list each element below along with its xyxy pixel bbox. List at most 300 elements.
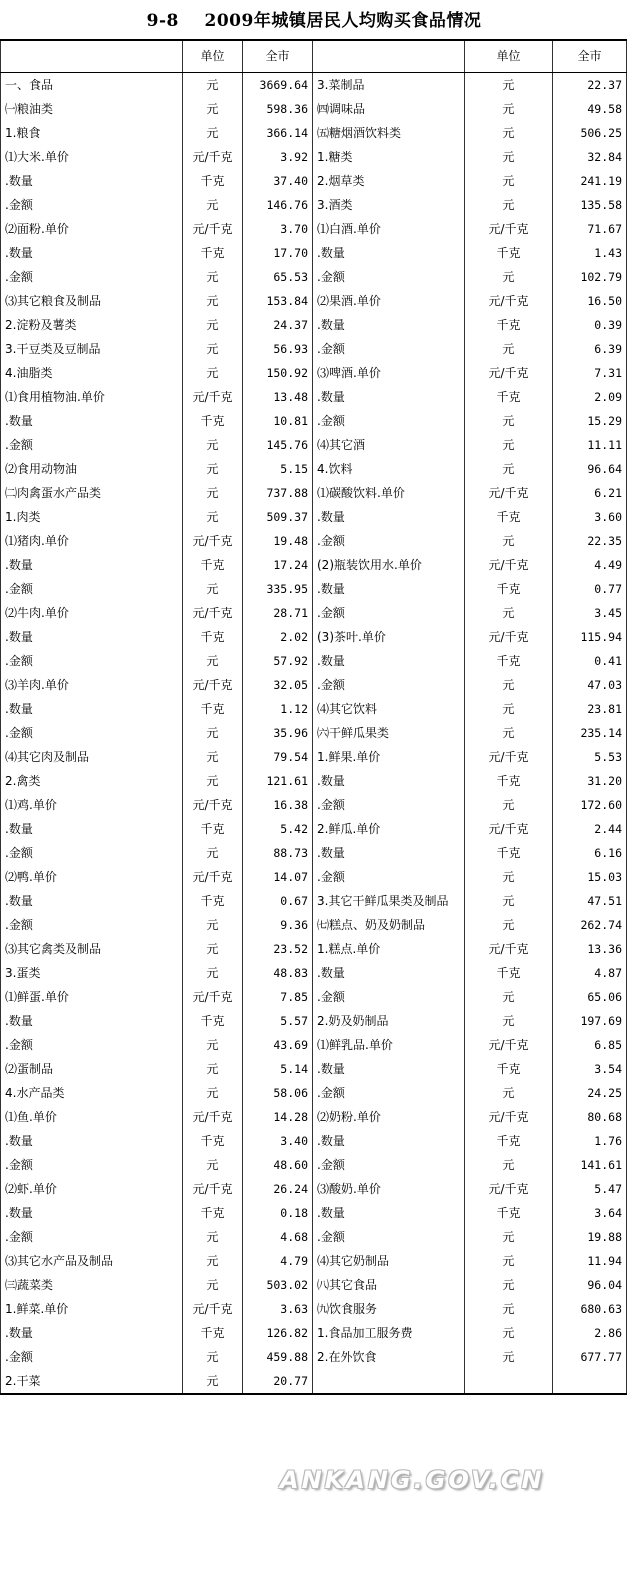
left-item-label: .数量 [1, 169, 183, 193]
right-value: 5.47 [553, 1177, 627, 1201]
left-value: 58.06 [243, 1081, 313, 1105]
left-item-label: .数量 [1, 409, 183, 433]
left-value: 3669.64 [243, 73, 313, 98]
left-item-label: ⑵食用动物油 [1, 457, 183, 481]
right-value: 15.29 [553, 409, 627, 433]
left-value: 366.14 [243, 121, 313, 145]
right-unit-label: 元 [465, 673, 553, 697]
right-value: 135.58 [553, 193, 627, 217]
left-item-label: .金额 [1, 841, 183, 865]
left-unit-label: 千克 [183, 241, 243, 265]
left-value: 16.38 [243, 793, 313, 817]
table-row [1, 313, 627, 337]
left-item-label: .金额 [1, 913, 183, 937]
table-row [1, 1105, 627, 1129]
left-value: 19.48 [243, 529, 313, 553]
left-item-label: ㈢蔬菜类 [1, 1273, 183, 1297]
right-value: 31.20 [553, 769, 627, 793]
left-unit-label: 元 [183, 1249, 243, 1273]
right-value: 96.04 [553, 1273, 627, 1297]
right-item-label: ⑷其它酒 [313, 433, 465, 457]
left-value: 48.60 [243, 1153, 313, 1177]
left-value: 32.05 [243, 673, 313, 697]
left-value: 23.52 [243, 937, 313, 961]
left-unit-label: 元/千克 [183, 1177, 243, 1201]
left-unit-label: 千克 [183, 697, 243, 721]
left-unit-label: 千克 [183, 1201, 243, 1225]
left-value: 1.12 [243, 697, 313, 721]
right-item-label: 1.鲜果.单价 [313, 745, 465, 769]
right-unit-label: 元 [465, 1321, 553, 1345]
left-item-label: 1.鲜菜.单价 [1, 1297, 183, 1321]
right-unit-label: 元/千克 [465, 553, 553, 577]
right-value: 19.88 [553, 1225, 627, 1249]
right-item-label: .金额 [313, 337, 465, 361]
right-value [553, 1369, 627, 1394]
right-unit-label: 千克 [465, 505, 553, 529]
right-unit-label: 元 [465, 73, 553, 98]
left-unit-label: 千克 [183, 409, 243, 433]
left-value: 24.37 [243, 313, 313, 337]
right-value: 5.53 [553, 745, 627, 769]
left-unit-label: 元 [183, 937, 243, 961]
right-value: 506.25 [553, 121, 627, 145]
left-item-label: 1.粮食 [1, 121, 183, 145]
right-item-label: .金额 [313, 985, 465, 1009]
right-unit-label: 元/千克 [465, 745, 553, 769]
table-row [1, 433, 627, 457]
right-item-label: .数量 [313, 313, 465, 337]
left-value: 3.63 [243, 1297, 313, 1321]
right-item-label: ⑷其它奶制品 [313, 1249, 465, 1273]
left-value: 150.92 [243, 361, 313, 385]
left-item-label: 2.干菜 [1, 1369, 183, 1394]
left-value: 14.28 [243, 1105, 313, 1129]
right-item-label: .数量 [313, 385, 465, 409]
right-item-label: ㈨饮食服务 [313, 1297, 465, 1321]
left-item-label: ⑵虾.单价 [1, 1177, 183, 1201]
left-value: 335.95 [243, 577, 313, 601]
left-value: 20.77 [243, 1369, 313, 1394]
table-row [1, 841, 627, 865]
left-unit-label: 元/千克 [183, 1105, 243, 1129]
left-item-label: .数量 [1, 1129, 183, 1153]
table-row [1, 1057, 627, 1081]
right-item-label: .数量 [313, 577, 465, 601]
right-value: 23.81 [553, 697, 627, 721]
table-row [1, 961, 627, 985]
left-item-label: ⑶其它水产品及制品 [1, 1249, 183, 1273]
left-item-label: ⑴鸡.单价 [1, 793, 183, 817]
right-value: 11.94 [553, 1249, 627, 1273]
left-unit-label: 元 [183, 1057, 243, 1081]
left-unit-label: 元 [183, 769, 243, 793]
right-unit-label: 元 [465, 121, 553, 145]
right-unit-label: 元 [465, 145, 553, 169]
right-unit-label: 千克 [465, 241, 553, 265]
right-value: 3.64 [553, 1201, 627, 1225]
right-item-label: 2.烟草类 [313, 169, 465, 193]
right-item-label: .数量 [313, 841, 465, 865]
table-row [1, 457, 627, 481]
left-unit-label: 千克 [183, 553, 243, 577]
left-unit-label: 元 [183, 1345, 243, 1369]
right-unit-label: 元 [465, 529, 553, 553]
table-row [1, 577, 627, 601]
left-value: 5.42 [243, 817, 313, 841]
right-item-label: ㈣调味品 [313, 97, 465, 121]
left-unit-label: 千克 [183, 1321, 243, 1345]
right-unit-label: 元/千克 [465, 1033, 553, 1057]
right-item-label: 2.奶及奶制品 [313, 1009, 465, 1033]
left-value: 37.40 [243, 169, 313, 193]
left-value: 598.36 [243, 97, 313, 121]
left-unit-label: 元 [183, 505, 243, 529]
right-item-label: 4.饮料 [313, 457, 465, 481]
left-value: 79.54 [243, 745, 313, 769]
left-value: 4.79 [243, 1249, 313, 1273]
table-row [1, 769, 627, 793]
left-unit-label: 千克 [183, 889, 243, 913]
left-unit-label: 元 [183, 745, 243, 769]
right-item-label: ⑴碳酸饮料.单价 [313, 481, 465, 505]
right-value: 172.60 [553, 793, 627, 817]
left-item-label: .金额 [1, 265, 183, 289]
right-unit-label: 元/千克 [465, 817, 553, 841]
table-row [1, 1321, 627, 1345]
table-row [1, 169, 627, 193]
left-value: 2.02 [243, 625, 313, 649]
left-item-label: .金额 [1, 1225, 183, 1249]
table-row [1, 1201, 627, 1225]
left-value: 56.93 [243, 337, 313, 361]
right-item-label: ㈧其它食品 [313, 1273, 465, 1297]
right-value: 102.79 [553, 265, 627, 289]
left-unit-label: 元 [183, 1273, 243, 1297]
left-unit-label: 元 [183, 361, 243, 385]
left-unit-label: 元 [183, 97, 243, 121]
left-item-label: .数量 [1, 241, 183, 265]
left-value: 17.24 [243, 553, 313, 577]
right-item-label: .数量 [313, 769, 465, 793]
table-row [1, 625, 627, 649]
left-unit-label: 元/千克 [183, 1297, 243, 1321]
right-unit-label: 元/千克 [465, 937, 553, 961]
right-item-label: .金额 [313, 265, 465, 289]
right-value: 4.49 [553, 553, 627, 577]
left-item-label: .数量 [1, 1009, 183, 1033]
right-value: 2.09 [553, 385, 627, 409]
right-item-label: 1.糕点.单价 [313, 937, 465, 961]
right-unit-label: 元 [465, 1345, 553, 1369]
right-value: 6.85 [553, 1033, 627, 1057]
table-row [1, 409, 627, 433]
table-row [1, 1177, 627, 1201]
table-row [1, 289, 627, 313]
right-unit-label: 元 [465, 1297, 553, 1321]
right-value: 0.41 [553, 649, 627, 673]
left-item-label: 3.蛋类 [1, 961, 183, 985]
table-row [1, 553, 627, 577]
right-unit-label: 元 [465, 865, 553, 889]
left-item-label: .金额 [1, 433, 183, 457]
table-row [1, 529, 627, 553]
right-unit-label: 元/千克 [465, 289, 553, 313]
right-unit-label: 元 [465, 193, 553, 217]
table-row [1, 193, 627, 217]
right-item-label: ㈤糖烟酒饮料类 [313, 121, 465, 145]
left-item-label: .数量 [1, 553, 183, 577]
right-value: 1.76 [553, 1129, 627, 1153]
right-value: 65.06 [553, 985, 627, 1009]
table-row [1, 217, 627, 241]
right-value: 115.94 [553, 625, 627, 649]
right-item-label: ⑴鲜乳品.单价 [313, 1033, 465, 1057]
left-item-label: .数量 [1, 1201, 183, 1225]
right-unit-label: 元 [465, 985, 553, 1009]
food-purchase-table [0, 39, 627, 1395]
right-unit-label: 元/千克 [465, 625, 553, 649]
left-unit-label: 元/千克 [183, 985, 243, 1009]
right-unit-label: 元 [465, 913, 553, 937]
left-value: 5.14 [243, 1057, 313, 1081]
left-item-label: 2.淀粉及薯类 [1, 313, 183, 337]
left-item-label: 2.禽类 [1, 769, 183, 793]
right-item-label: .金额 [313, 1153, 465, 1177]
right-unit-label: 元 [465, 1081, 553, 1105]
left-unit-label: 元 [183, 289, 243, 313]
right-unit-label: 千克 [465, 313, 553, 337]
right-unit-label: 千克 [465, 1129, 553, 1153]
right-value: 241.19 [553, 169, 627, 193]
right-item-label: 1.食品加工服务费 [313, 1321, 465, 1345]
right-item-label: .金额 [313, 601, 465, 625]
left-value: 28.71 [243, 601, 313, 625]
left-item-label: .金额 [1, 721, 183, 745]
header-unit: 单位 [183, 40, 243, 73]
left-item-label: .金额 [1, 649, 183, 673]
left-item-label: ⑴鲜蛋.单价 [1, 985, 183, 1009]
right-item-label: .数量 [313, 961, 465, 985]
left-item-label: ⑶其它禽类及制品 [1, 937, 183, 961]
right-unit-label: 元 [465, 697, 553, 721]
header-value: 全市 [243, 40, 313, 73]
left-value: 5.15 [243, 457, 313, 481]
table-row [1, 337, 627, 361]
table-row [1, 1009, 627, 1033]
left-item-label: .数量 [1, 625, 183, 649]
right-unit-label [465, 1369, 553, 1394]
right-item-label: (3)茶叶.单价 [313, 625, 465, 649]
left-unit-label: 元/千克 [183, 793, 243, 817]
table-row [1, 1369, 627, 1394]
left-item-label: ⑶其它粮食及制品 [1, 289, 183, 313]
left-unit-label: 元/千克 [183, 145, 243, 169]
table-row [1, 601, 627, 625]
right-item-label: .数量 [313, 505, 465, 529]
right-item-label: .数量 [313, 1057, 465, 1081]
right-unit-label: 元 [465, 1153, 553, 1177]
table-row [1, 97, 627, 121]
left-item-label: ⑶羊肉.单价 [1, 673, 183, 697]
table-row [1, 697, 627, 721]
right-unit-label: 元 [465, 889, 553, 913]
right-item-label: .数量 [313, 1129, 465, 1153]
right-item-label: ⑵奶粉.单价 [313, 1105, 465, 1129]
right-unit-label: 元 [465, 793, 553, 817]
left-unit-label: 元 [183, 577, 243, 601]
left-item-label: .金额 [1, 193, 183, 217]
table-row [1, 145, 627, 169]
left-value: 48.83 [243, 961, 313, 985]
left-unit-label: 元/千克 [183, 673, 243, 697]
left-unit-label: 千克 [183, 1129, 243, 1153]
left-unit-label: 元/千克 [183, 601, 243, 625]
right-value: 15.03 [553, 865, 627, 889]
left-value: 3.70 [243, 217, 313, 241]
left-value: 14.07 [243, 865, 313, 889]
table-title: 9-8 2009年城镇居民人均购买食品情况 [146, 11, 482, 31]
table-row [1, 1225, 627, 1249]
left-item-label: .数量 [1, 697, 183, 721]
right-unit-label: 元/千克 [465, 1177, 553, 1201]
right-item-label: 3.菜制品 [313, 73, 465, 98]
table-row [1, 889, 627, 913]
left-value: 145.76 [243, 433, 313, 457]
table-row [1, 1345, 627, 1369]
right-value: 22.37 [553, 73, 627, 98]
left-item-label: ⑴食用植物油.单价 [1, 385, 183, 409]
right-item-label: ⑶啤酒.单价 [313, 361, 465, 385]
left-value: 26.24 [243, 1177, 313, 1201]
right-value: 4.87 [553, 961, 627, 985]
right-item-label: .金额 [313, 673, 465, 697]
left-value: 3.40 [243, 1129, 313, 1153]
right-item-label: .金额 [313, 1081, 465, 1105]
left-item-label: .金额 [1, 1153, 183, 1177]
right-value: 6.39 [553, 337, 627, 361]
right-value: 197.69 [553, 1009, 627, 1033]
left-value: 737.88 [243, 481, 313, 505]
right-unit-label: 元 [465, 1249, 553, 1273]
right-item-label: 2.鲜瓜.单价 [313, 817, 465, 841]
left-value: 13.48 [243, 385, 313, 409]
right-value: 1.43 [553, 241, 627, 265]
right-unit-label: 元/千克 [465, 361, 553, 385]
right-unit-label: 元 [465, 409, 553, 433]
left-value: 65.53 [243, 265, 313, 289]
table-row [1, 385, 627, 409]
left-unit-label: 元/千克 [183, 529, 243, 553]
right-item-label: 3.酒类 [313, 193, 465, 217]
right-value: 0.39 [553, 313, 627, 337]
table-row [1, 937, 627, 961]
right-value: 96.64 [553, 457, 627, 481]
left-item-label: ⑵鸭.单价 [1, 865, 183, 889]
right-value: 3.60 [553, 505, 627, 529]
left-unit-label: 元 [183, 457, 243, 481]
table-row [1, 1273, 627, 1297]
table-row [1, 121, 627, 145]
table-row [1, 1033, 627, 1057]
right-value: 49.58 [553, 97, 627, 121]
right-value: 32.84 [553, 145, 627, 169]
left-value: 17.70 [243, 241, 313, 265]
right-value: 24.25 [553, 1081, 627, 1105]
right-unit-label: 元 [465, 337, 553, 361]
left-unit-label: 元 [183, 649, 243, 673]
left-unit-label: 千克 [183, 817, 243, 841]
left-unit-label: 元 [183, 1033, 243, 1057]
right-unit-label: 元 [465, 97, 553, 121]
left-item-label: ⑵牛肉.单价 [1, 601, 183, 625]
table-row [1, 361, 627, 385]
table-row [1, 817, 627, 841]
left-item-label: ⑵蛋制品 [1, 1057, 183, 1081]
left-unit-label: 千克 [183, 625, 243, 649]
right-value: 13.36 [553, 937, 627, 961]
right-value: 2.86 [553, 1321, 627, 1345]
left-item-label: .数量 [1, 1321, 183, 1345]
right-item-label: .金额 [313, 529, 465, 553]
right-item-label: .金额 [313, 409, 465, 433]
table-row [1, 241, 627, 265]
table-row [1, 721, 627, 745]
table-row [1, 793, 627, 817]
header-item [1, 40, 183, 73]
left-unit-label: 元 [183, 1225, 243, 1249]
right-unit-label: 千克 [465, 1201, 553, 1225]
left-value: 43.69 [243, 1033, 313, 1057]
left-item-label: ㈠粮油类 [1, 97, 183, 121]
right-unit-label: 元 [465, 457, 553, 481]
right-value: 3.54 [553, 1057, 627, 1081]
left-unit-label: 元 [183, 1369, 243, 1394]
right-item-label: ⑴白酒.单价 [313, 217, 465, 241]
right-unit-label: 千克 [465, 961, 553, 985]
right-unit-label: 千克 [465, 1057, 553, 1081]
right-value: 47.51 [553, 889, 627, 913]
right-value: 680.63 [553, 1297, 627, 1321]
left-item-label: .金额 [1, 1345, 183, 1369]
left-item-label: 1.肉类 [1, 505, 183, 529]
table-row [1, 1081, 627, 1105]
left-value: 0.18 [243, 1201, 313, 1225]
left-value: 35.96 [243, 721, 313, 745]
header-value-2: 全市 [553, 40, 627, 73]
right-value: 262.74 [553, 913, 627, 937]
right-item-label [313, 1369, 465, 1394]
left-item-label: .金额 [1, 1033, 183, 1057]
right-unit-label: 元 [465, 1225, 553, 1249]
right-value: 6.16 [553, 841, 627, 865]
right-unit-label: 元 [465, 721, 553, 745]
left-unit-label: 元 [183, 433, 243, 457]
right-unit-label: 元 [465, 1009, 553, 1033]
right-value: 7.31 [553, 361, 627, 385]
right-unit-label: 千克 [465, 385, 553, 409]
right-unit-label: 千克 [465, 841, 553, 865]
right-unit-label: 元/千克 [465, 481, 553, 505]
left-value: 146.76 [243, 193, 313, 217]
right-unit-label: 千克 [465, 577, 553, 601]
left-unit-label: 元 [183, 1153, 243, 1177]
table-row [1, 505, 627, 529]
site-watermark: ANKANG.GOV.CN [280, 1466, 545, 1494]
table-row [1, 649, 627, 673]
right-item-label: 1.糖类 [313, 145, 465, 169]
right-value: 677.77 [553, 1345, 627, 1369]
